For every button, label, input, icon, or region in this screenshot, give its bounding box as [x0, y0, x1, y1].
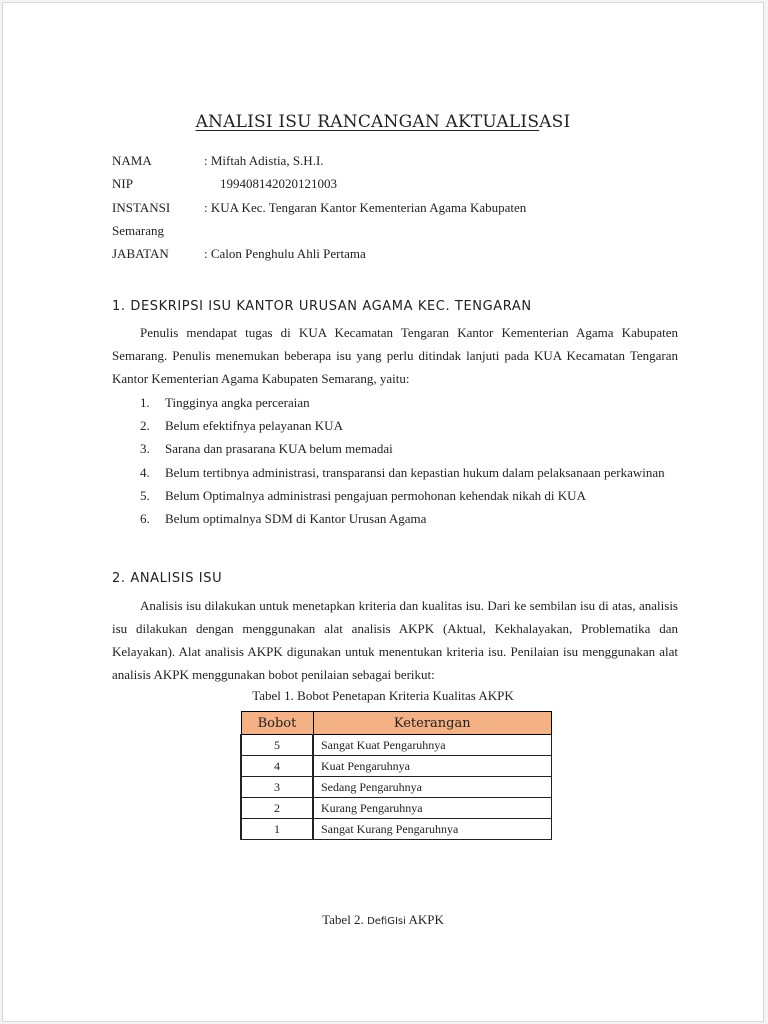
table-2-caption: Tabel 2. DefiGIsi AKPK	[322, 912, 444, 927]
column-header-keterangan: Keterangan	[313, 712, 552, 735]
list-item: 6. Belum optimalnya SDM di Kantor Urusan Agama	[140, 511, 427, 527]
info-row-instansi	[112, 196, 672, 219]
info-label: JABATAN	[112, 246, 169, 262]
issue-list	[112, 391, 672, 530]
cell-keterangan: Sedang Pengaruhnya	[313, 777, 552, 798]
info-value: 199408142020121003	[220, 176, 337, 192]
info-label: NAMA	[112, 153, 152, 168]
section-1-heading: 1. DESKRIPSI ISU KANTOR URUSAN AGAMA KEC. TENGARAN	[112, 299, 532, 314]
cell-keterangan: Sangat Kurang Pengaruhnya	[313, 819, 552, 840]
table-header-row	[241, 712, 552, 735]
table-row	[241, 735, 552, 756]
cell-keterangan: Kuat Pengaruhnya	[313, 756, 552, 777]
cell-bobot: 4	[241, 756, 313, 777]
info-row-nip	[112, 172, 672, 195]
info-label: INSTANSI	[112, 199, 171, 215]
info-value: : Miftah Adistia, S.H.I.	[204, 153, 324, 168]
info-value: : Calon Penghulu Ahli Pertama	[204, 246, 366, 262]
identity-block	[112, 149, 672, 265]
cell-bobot: 1	[241, 819, 313, 840]
section-2-paragraph: Analisis isu dilakukan untuk menetapkan kriteria dan kualitas isu. Dari ke sembilan isu di atas, analisis isu dilakukan dengan menggunakan alat analisis AKPK (Aktual, Kekhalayakan, Problematika dan Kelayakan). Alat analisis AKPK digunakan untuk menentukan kriteria isu. Penilaian isu menggunakan alat analisis AKPK menggunakan bobot penilaian sebagai berikut:	[112, 598, 678, 683]
info-row-nama	[112, 149, 672, 172]
document-page	[2, 2, 764, 1022]
section-2-heading: 2. ANALISIS ISU	[112, 571, 223, 586]
info-row-jabatan	[112, 242, 672, 265]
cell-bobot: 5	[241, 735, 313, 756]
list-item: 5. Belum Optimalnya administrasi pengajuan permohonan kehendak nikah di KUA	[140, 487, 586, 503]
table-1-caption: Tabel 1. Bobot Penetapan Kriteria Kualitas AKPK	[252, 688, 514, 703]
section-1-paragraph: Penulis mendapat tugas di KUA Kecamatan Tengaran Kantor Kementerian Agama Kabupaten Semarang. Penulis menemukan beberapa isu yang perlu ditindak lanjuti pada KUA Kecamatan Tengaran Kantor Kementerian Agama Kabupaten Semarang, yaitu:	[112, 325, 678, 387]
cell-keterangan: Kurang Pengaruhnya	[313, 798, 552, 819]
list-item: 2. Belum efektifnya pelayanan KUA	[140, 418, 343, 434]
table-row	[241, 819, 552, 840]
list-item: 1. Tingginya angka perceraian	[140, 395, 310, 410]
info-label: NIP	[112, 176, 133, 192]
column-header-bobot: Bobot	[241, 712, 313, 735]
table-row	[241, 756, 552, 777]
info-value: : KUA Kec. Tengaran Kantor Kementerian Agama Kabupaten	[204, 199, 527, 215]
cell-bobot: 3	[241, 777, 313, 798]
table-row	[241, 777, 552, 798]
cell-bobot: 2	[241, 798, 313, 819]
info-label: Semarang	[112, 222, 164, 238]
document-title: ANALISI ISU RANCANGAN AKTUALISASI	[195, 112, 571, 132]
table-row	[241, 798, 552, 819]
info-row-instansi-cont	[112, 219, 672, 242]
list-item: 3. Sarana dan prasarana KUA belum memadai	[140, 441, 393, 457]
cell-keterangan: Sangat Kuat Pengaruhnya	[313, 735, 552, 756]
list-item: 4. Belum tertibnya administrasi, transparansi dan kepastian hukum dalam pelaksanaan perkawinan	[140, 464, 665, 480]
akpk-weight-table	[240, 711, 552, 840]
